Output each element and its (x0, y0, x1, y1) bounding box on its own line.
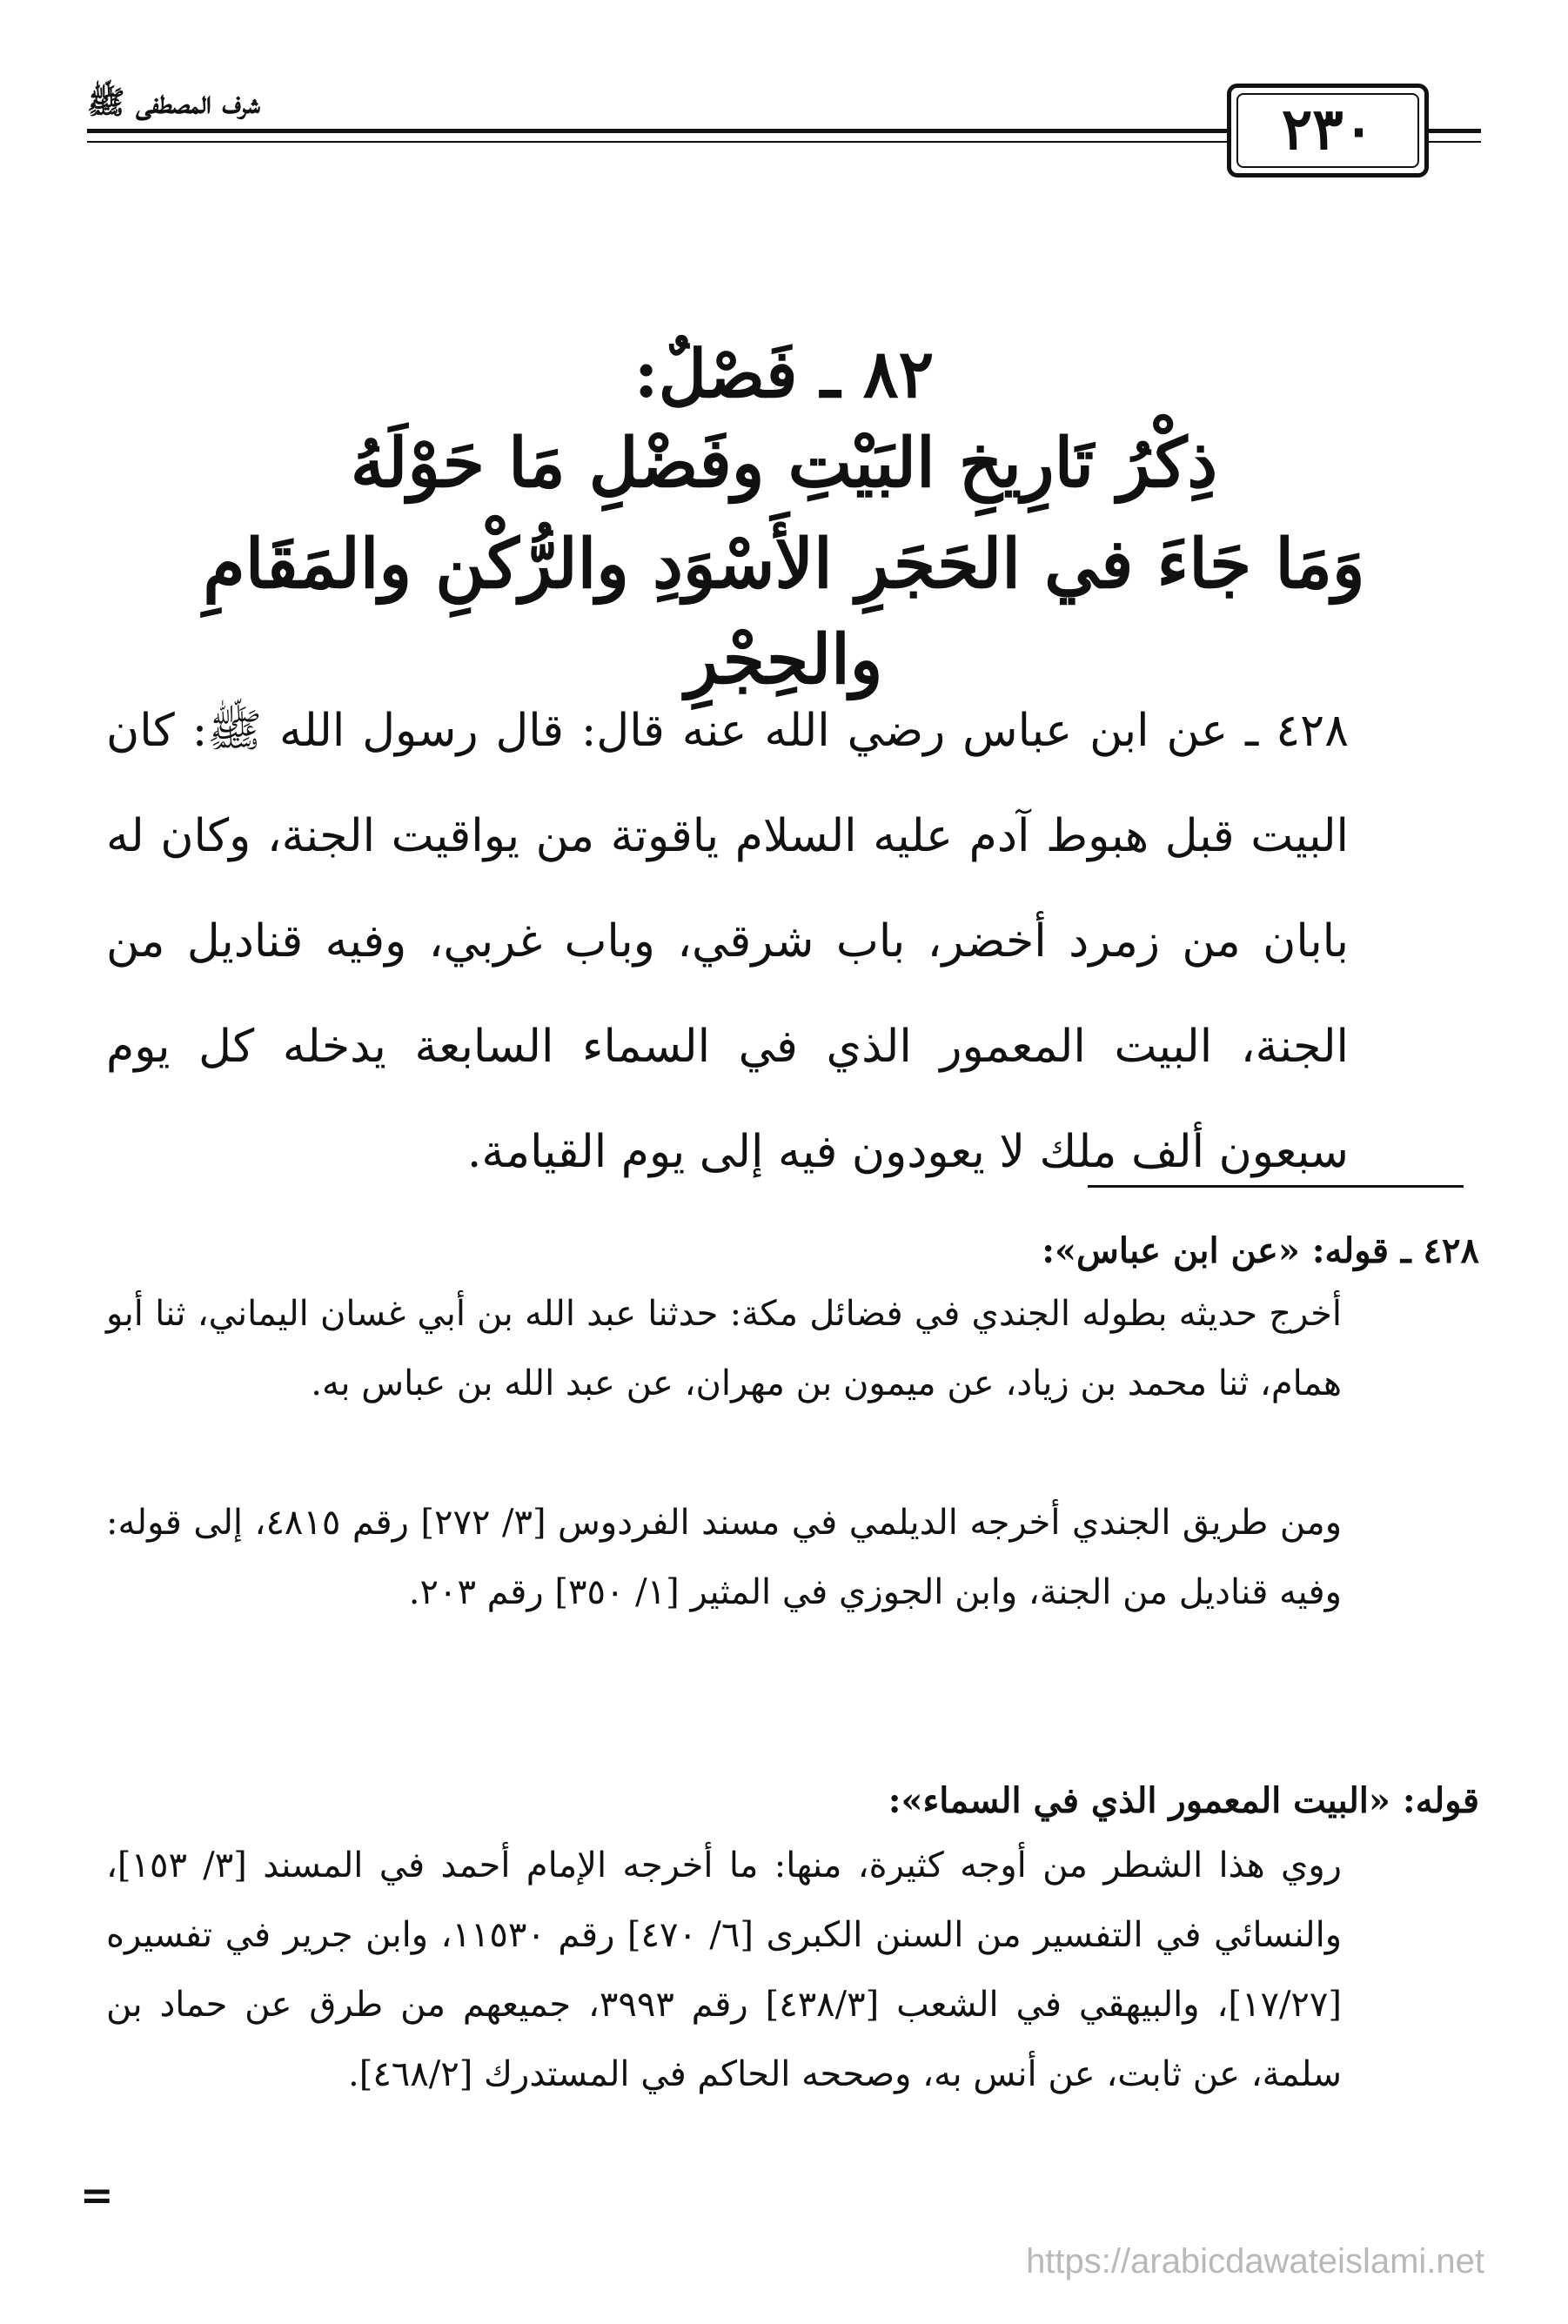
book-title: شرف المصطفى ﷺ (87, 84, 260, 121)
hadith-body (106, 679, 1349, 1205)
watermark-url: https://arabicdawateislami.net (1026, 2242, 1484, 2280)
hadith-text: ٤٢٨ ـ عن ابن عباس رضي الله عنه قال: قال رسول الله ﷺ: كان البيت قبل هبوط آدم عليه السلام ياقوتة من يواقيت الجنة، وكان له بابان من زمرد أخضر، باب شرقي، وباب غربي، وفيه قناديل من الجنة، البيت المعمور الذي في السماء السابعة يدخله كل يوم سبعون ألف ملك لا يعودون فيه إلى يوم القيامة. (106, 705, 1349, 1178)
footnote-1-paragraph-2: ومن طريق الجندي أخرجه الديلمي في مسند الفردوس [٣/ ٢٧٢] رقم ٤٨١٥، إلى قوله: وفيه قناديل من الجنة، وابن الجوزي في المثير [١/ ٣٥٠] رقم ٢٠٣. (106, 1503, 1343, 1612)
continuation-mark: = (80, 2172, 114, 2219)
page-number: ٢٣٠ (1281, 95, 1375, 163)
page-header (0, 0, 1568, 174)
chapter-title-line-2: وَمَا جَاءَ في الحَجَرِ الأَسْوَدِ والرُّكْنِ والمَقَامِ والحِجْرِ (203, 525, 1365, 700)
chapter-title-line-1: ذِكْرُ تَارِيخِ البَيْتِ وفَضْلِ مَا حَوْلَهُ (350, 424, 1218, 503)
footnote-separator (1088, 1185, 1464, 1188)
footnote-1-heading: ٤٢٨ ـ قوله: «عن ابن عباس»: (1042, 1230, 1479, 1271)
footnote-2-paragraph-1: روي هذا الشطر من أوجه كثيرة، منها: ما أخرجه الإمام أحمد في المسند [٣/ ١٥٣]، والنسائي في التفسير من السنن الكبرى [٦/ ٤٧٠] رقم ١١٥٣٠، وابن جرير في تفسيره [١٧/٢٧]، والبيهقي في الشعب [٤٣٨/٣] رقم ٣٩٩٣، جميعهم من طرق عن حماد بن سلمة، عن ثابت، عن أنس به، وصححه الحاكم في المستدرك [٤٦٨/٢]. (106, 1845, 1343, 2094)
footnote-1-paragraph-1: أخرج حديثه بطوله الجندي في فضائل مكة: حدثنا عبد الله بن أبي غسان اليماني، ثنا أبو همام، ثنا محمد بن زياد، عن ميمون بن مهران، عن عبد الله بن عباس به. (106, 1294, 1342, 1403)
page-number-frame (1227, 84, 1429, 177)
footnote-2-heading: قوله: «البيت المعمور الذي في السماء»: (888, 1780, 1479, 1821)
chapter-number: ٨٢ ـ فَصْلٌ: (633, 335, 935, 412)
